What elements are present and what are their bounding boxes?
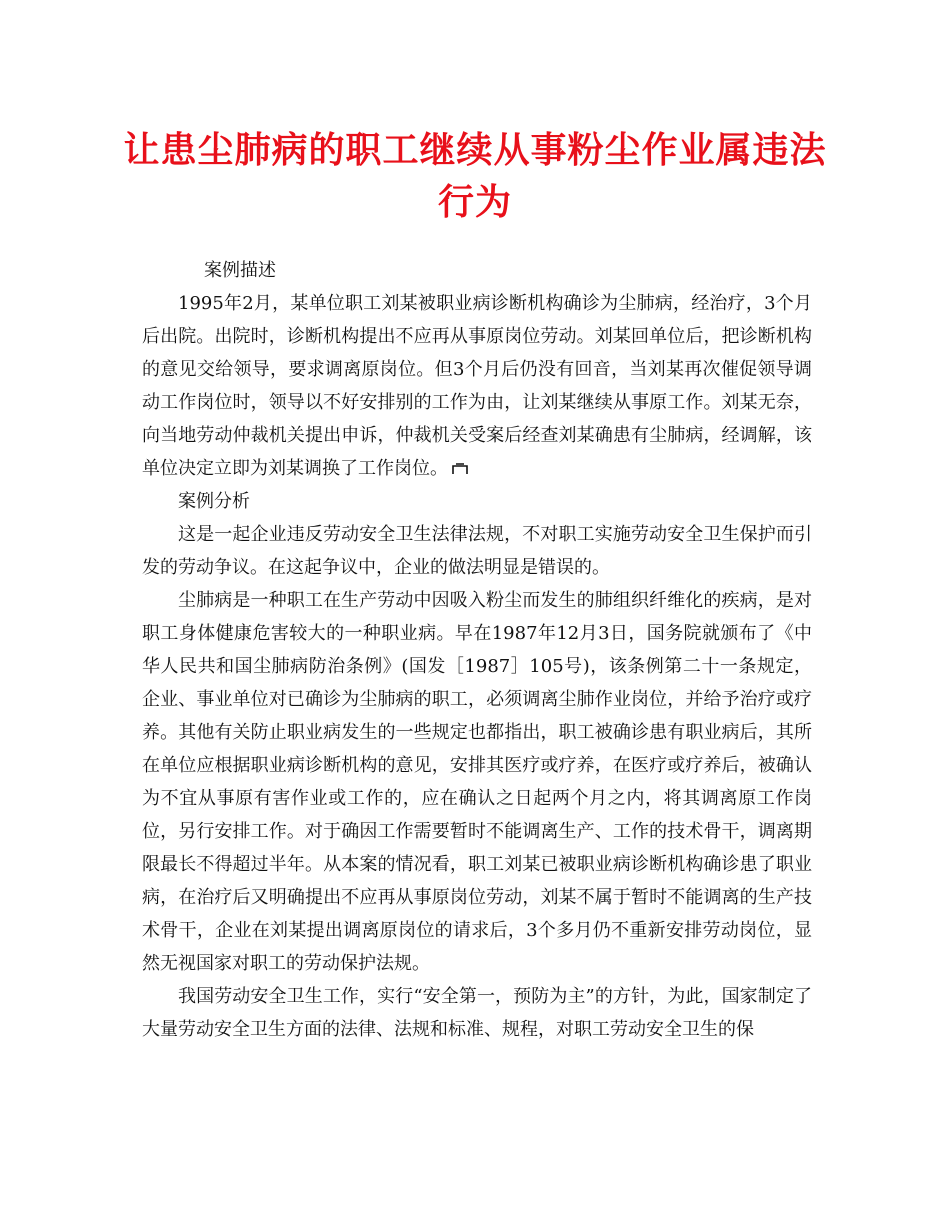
document-body: [142, 254, 812, 1046]
paragraph-analysis-3: 我国劳动安全卫生工作，实行“安全第一，预防为主”的方针，为此，国家制定了大量劳动安全卫生方面的法律、法规和标准、规程，对职工劳动安全卫生的保: [142, 986, 812, 1040]
paragraph-case-description: [142, 287, 812, 485]
paragraph-analysis-1: 这是一起企业违反劳动安全卫生法律法规，不对职工实施劳动安全卫生保护而引发的劳动争议。在这起争议中，企业的做法明显是错误的。: [142, 524, 812, 578]
paragraph-case-description-text: 1995年2月，某单位职工刘某被职业病诊断机构确诊为尘肺病，经治疗，3个月后出院。出院时，诊断机构提出不应再从事原岗位劳动。刘某回单位后，把诊断机构的意见交给领导，要求调离原岗位。但3个月后仍没有回音，当刘某再次催促领导调动工作岗位时，领导以不好安排别的工作为由，让刘某继续从事原工作。刘某无奈，向当地劳动仲裁机关提出申诉，仲裁机关受案后经查刘某确患有尘肺病，经调解，该单位决定立即为刘某调换了工作岗位。: [142, 293, 812, 479]
text-cursor-mark-icon: [452, 461, 468, 475]
page-title: 让患尘肺病的职工继续从事粉尘作业属违法行为: [123, 129, 827, 223]
section-heading-case-analysis: 案例分析: [178, 491, 250, 512]
paragraph-analysis-2: 尘肺病是一种职工在生产劳动中因吸入粉尘而发生的肺组织纤维化的疾病，是对职工身体健康危害较大的一种职业病。早在1987年12月3日，国务院就颁布了《中华人民共和国尘肺病防治条例》(国发［1987］105号)，该条例第二十一条规定，企业、事业单位对已确诊为尘肺病的职工，必须调离尘肺作业岗位，并给予治疗或疗养。其他有关防止职业病发生的一些规定也都指出，职工被确诊患有职业病后，其所在单位应根据职业病诊断机构的意见，安排其医疗或疗养，在医疗或疗养后，被确认为不宜从事原有害作业或工作的，应在确认之日起两个月之内，将其调离原工作岗位，另行安排工作。对于确因工作需要暂时不能调离生产、工作的技术骨干，调离期限最长不得超过半年。从本案的情况看，职工刘某已被职业病诊断机构确诊患了职业病，在治疗后又明确提出不应再从事原岗位劳动，刘某不属于暂时不能调离的生产技术骨干，企业在刘某提出调离原岗位的请求后，3个多月仍不重新安排劳动岗位，显然无视国家对职工的劳动保护法规。: [142, 590, 812, 974]
section-heading-case-description: 案例描述: [204, 260, 276, 281]
